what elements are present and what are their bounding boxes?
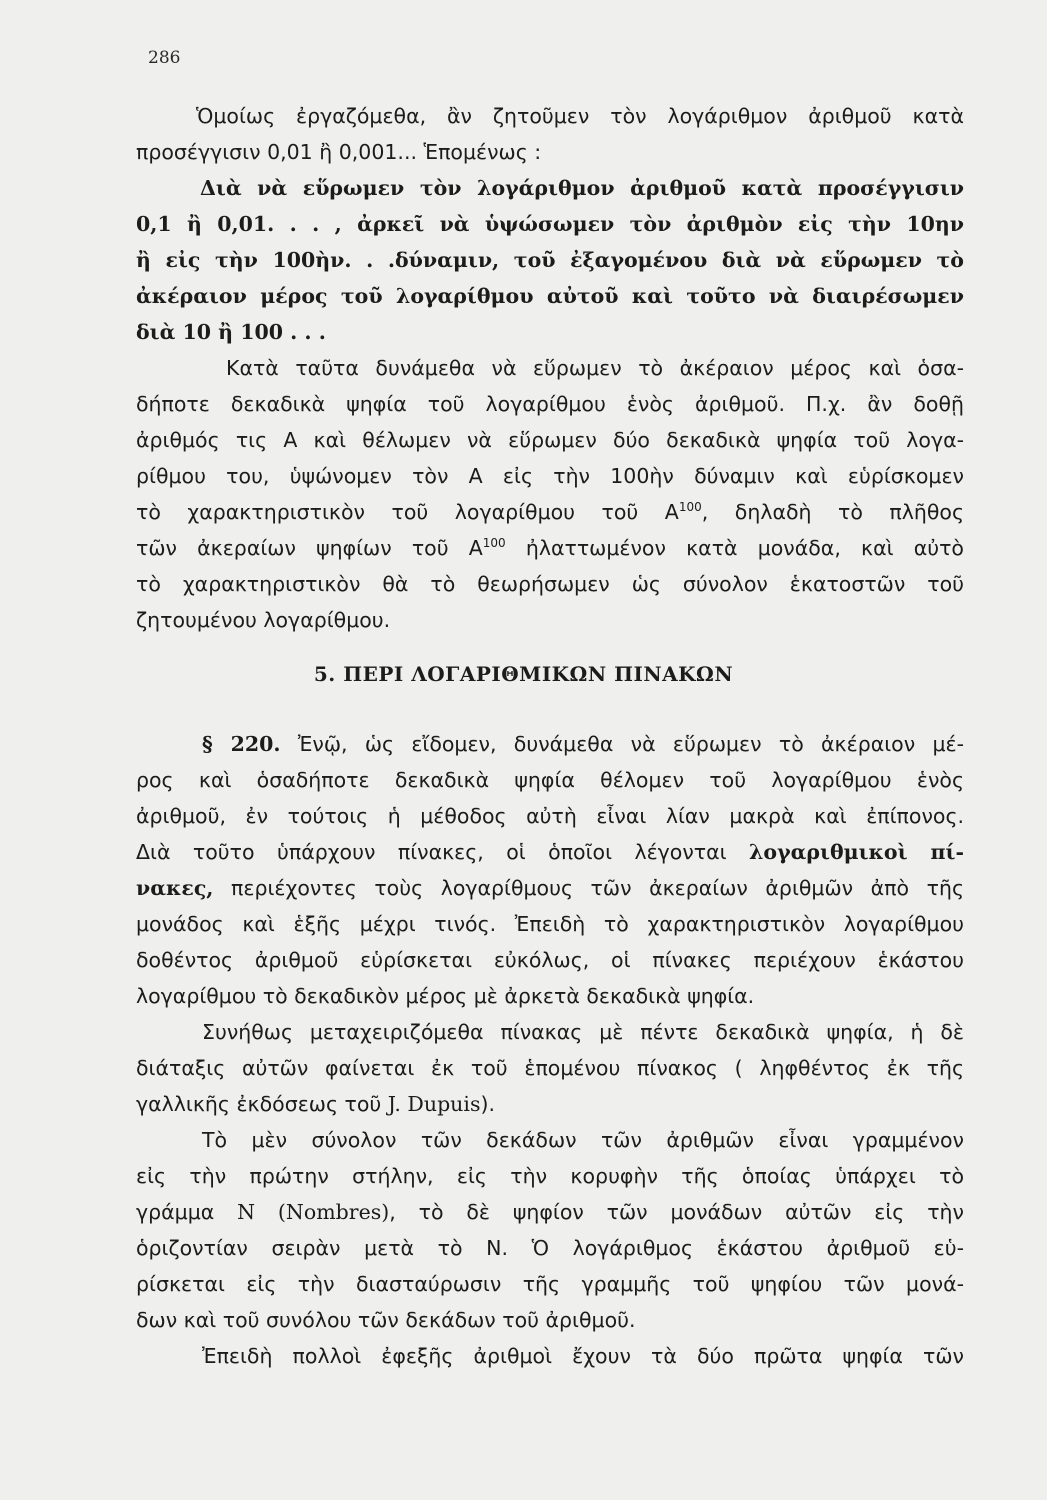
rule-line: ἀκέραιον μέρος τοῦ λογαρίθμου αὐτοῦ καὶ τοῦτο νὰ διαιρέσωμεν bbox=[136, 284, 964, 308]
text-line: ρος καὶ ὁσαδήποτε δεκαδικὰ ψηφία θέλομεν τοῦ λογαρίθμου ἑνὸς bbox=[136, 768, 964, 792]
bold-term: νακες, bbox=[136, 876, 214, 900]
text-line: δήποτε δεκαδικὰ ψηφία τοῦ λογαρίθμου ἑνὸς ἀριθμοῦ. Π.χ. ἂν δοθῇ bbox=[136, 392, 964, 416]
rule-line: ἢ εἰς τὴν 100ὴν. . .δύναμιν, τοῦ ἐξαγομένου διὰ νὰ εὕρωμεν τὸ bbox=[136, 248, 964, 272]
text-line: δων καὶ τοῦ συνόλου τῶν δεκάδων τοῦ ἀριθμοῦ. bbox=[136, 1308, 636, 1332]
text-line: τὸ χαρακτηριστικὸν θὰ τὸ θεωρήσωμεν ὡς σύνολον ἑκατοστῶν τοῦ bbox=[136, 572, 964, 596]
text-line: § 220. Ἐνῷ, ὡς εἴδομεν, δυνάμεθα νὰ εὕρωμεν τὸ ἀκέραιον μέ- bbox=[202, 732, 964, 756]
text-line: ἀριθμός τις Α καὶ θέλωμεν νὰ εὕρωμεν δύο δεκαδικὰ ψηφία τοῦ λογα- bbox=[136, 428, 964, 452]
text-line: Τὸ μὲν σύνολον τῶν δεκάδων τῶν ἀριθμῶν εἶναι γραμμένον bbox=[202, 1128, 964, 1152]
latin-term: N (Nombres) bbox=[237, 1200, 390, 1224]
section-heading: 5. ΠΕΡΙ ΛΟΓΑΡΙΘΜΙΚΩΝ ΠΙΝΑΚΩΝ bbox=[313, 662, 734, 686]
text-line: τῶν ἀκεραίων ψηφίων τοῦ $A^{100}$ ἠλαττωμένον κατὰ μονάδα, καὶ αὐτὸ bbox=[136, 536, 964, 560]
text-line: ζητουμένου λογαρίθμου. bbox=[136, 608, 391, 632]
text-line: εἰς τὴν πρώτην στήλην, εἰς τὴν κορυφὴν τῆς ὁποίας ὑπάρχει τὸ bbox=[136, 1164, 964, 1188]
text-line: Κατὰ ταῦτα δυνάμεθα νὰ εὕρωμεν τὸ ἀκέραιον μέρος καὶ ὁσα- bbox=[226, 356, 964, 380]
text-line: Συνήθως μεταχειριζόμεθα πίνακας μὲ πέντε δεκαδικὰ ψηφία, ἡ δὲ bbox=[202, 1020, 964, 1044]
lower-text-block bbox=[136, 726, 964, 1374]
text-line: ὁριζοντίαν σειρὰν μετὰ τὸ Ν. Ὁ λογάριθμος ἑκάστου ἀριθμοῦ εὑ- bbox=[136, 1236, 964, 1260]
text-line: προσέγγισιν 0,01 ἢ 0,001... Ἑπομένως : bbox=[136, 140, 542, 164]
text-line: Ὁμοίως ἐργαζόμεθα, ἂν ζητοῦμεν τὸν λογάριθμον ἀριθμοῦ κατὰ bbox=[196, 104, 964, 128]
text-line: διάταξις αὐτῶν φαίνεται ἐκ τοῦ ἑπομένου πίνακος ( ληφθέντος ἐκ τῆς bbox=[136, 1056, 964, 1080]
superscript: 100 bbox=[482, 536, 506, 551]
text-line: ρίθμου του, ὑψώνομεν τὸν Α εἰς τὴν 100ὴν δύναμιν καὶ εὑρίσκομεν bbox=[136, 464, 964, 488]
text-line: τὸ χαρακτηριστικὸν τοῦ λογαρίθμου τοῦ $A^{100}$, δηλαδὴ τὸ πλῆθος bbox=[136, 500, 964, 524]
text-line: λογαρίθμου τὸ δεκαδικὸν μέρος μὲ ἀρκετὰ δεκαδικὰ ψηφία. bbox=[136, 984, 755, 1008]
rule-line: Διὰ νὰ εὕρωμεν τὸν λογάριθμον ἀριθμοῦ κατὰ προσέγγισιν bbox=[200, 176, 964, 200]
upper-text-block bbox=[136, 98, 964, 638]
text-line: Διὰ τοῦτο ὑπάρχουν πίνακες, οἱ ὁποῖοι λέγονται λογαριθμικοὶ πί- bbox=[136, 840, 964, 864]
text-line: νακες, περιέχοντες τοὺς λογαρίθμους τῶν ἀκεραίων ἀριθμῶν ἀπὸ τῆς bbox=[136, 876, 964, 900]
bold-term: λογαριθμικοὶ πί- bbox=[749, 840, 964, 864]
section-mark: § 220. bbox=[202, 732, 281, 756]
text-line: γράμμα N (Nombres), τὸ δὲ ψηφίον τῶν μονάδων αὐτῶν εἰς τὴν bbox=[136, 1200, 964, 1224]
superscript: 100 bbox=[678, 500, 702, 515]
rule-line: διὰ 10 ἢ 100 . . . bbox=[136, 320, 326, 344]
text-line: ρίσκεται εἰς τὴν διασταύρωσιν τῆς γραμμῆς τοῦ ψηφίου τῶν μονά- bbox=[136, 1272, 964, 1296]
text-line: Ἐπειδὴ πολλοὶ ἐφεξῆς ἀριθμοὶ ἔχουν τὰ δύο πρῶτα ψηφία τῶν bbox=[202, 1344, 964, 1368]
author-name: J. Dupuis bbox=[387, 1092, 481, 1116]
text-line: ἀριθμοῦ, ἐν τούτοις ἡ μέθοδος αὐτὴ εἶναι λίαν μακρὰ καὶ ἐπίπονος. bbox=[136, 804, 964, 828]
text-line: γαλλικῆς ἐκδόσεως τοῦ J. Dupuis). bbox=[136, 1092, 495, 1116]
rule-line: 0,1 ἢ 0,01. . . , ἀρκεῖ νὰ ὑψώσωμεν τὸν ἀριθμὸν εἰς τὴν 10ην bbox=[136, 212, 964, 236]
page-number: 286 bbox=[148, 48, 181, 68]
text-line: μονάδος καὶ ἑξῆς μέχρι τινός. Ἐπειδὴ τὸ χαρακτηριστικὸν λογαρίθμου bbox=[136, 912, 964, 936]
text-line: δοθέντος ἀριθμοῦ εὑρίσκεται εὐκόλως, οἱ πίνακες περιέχουν ἑκάστου bbox=[136, 948, 964, 972]
